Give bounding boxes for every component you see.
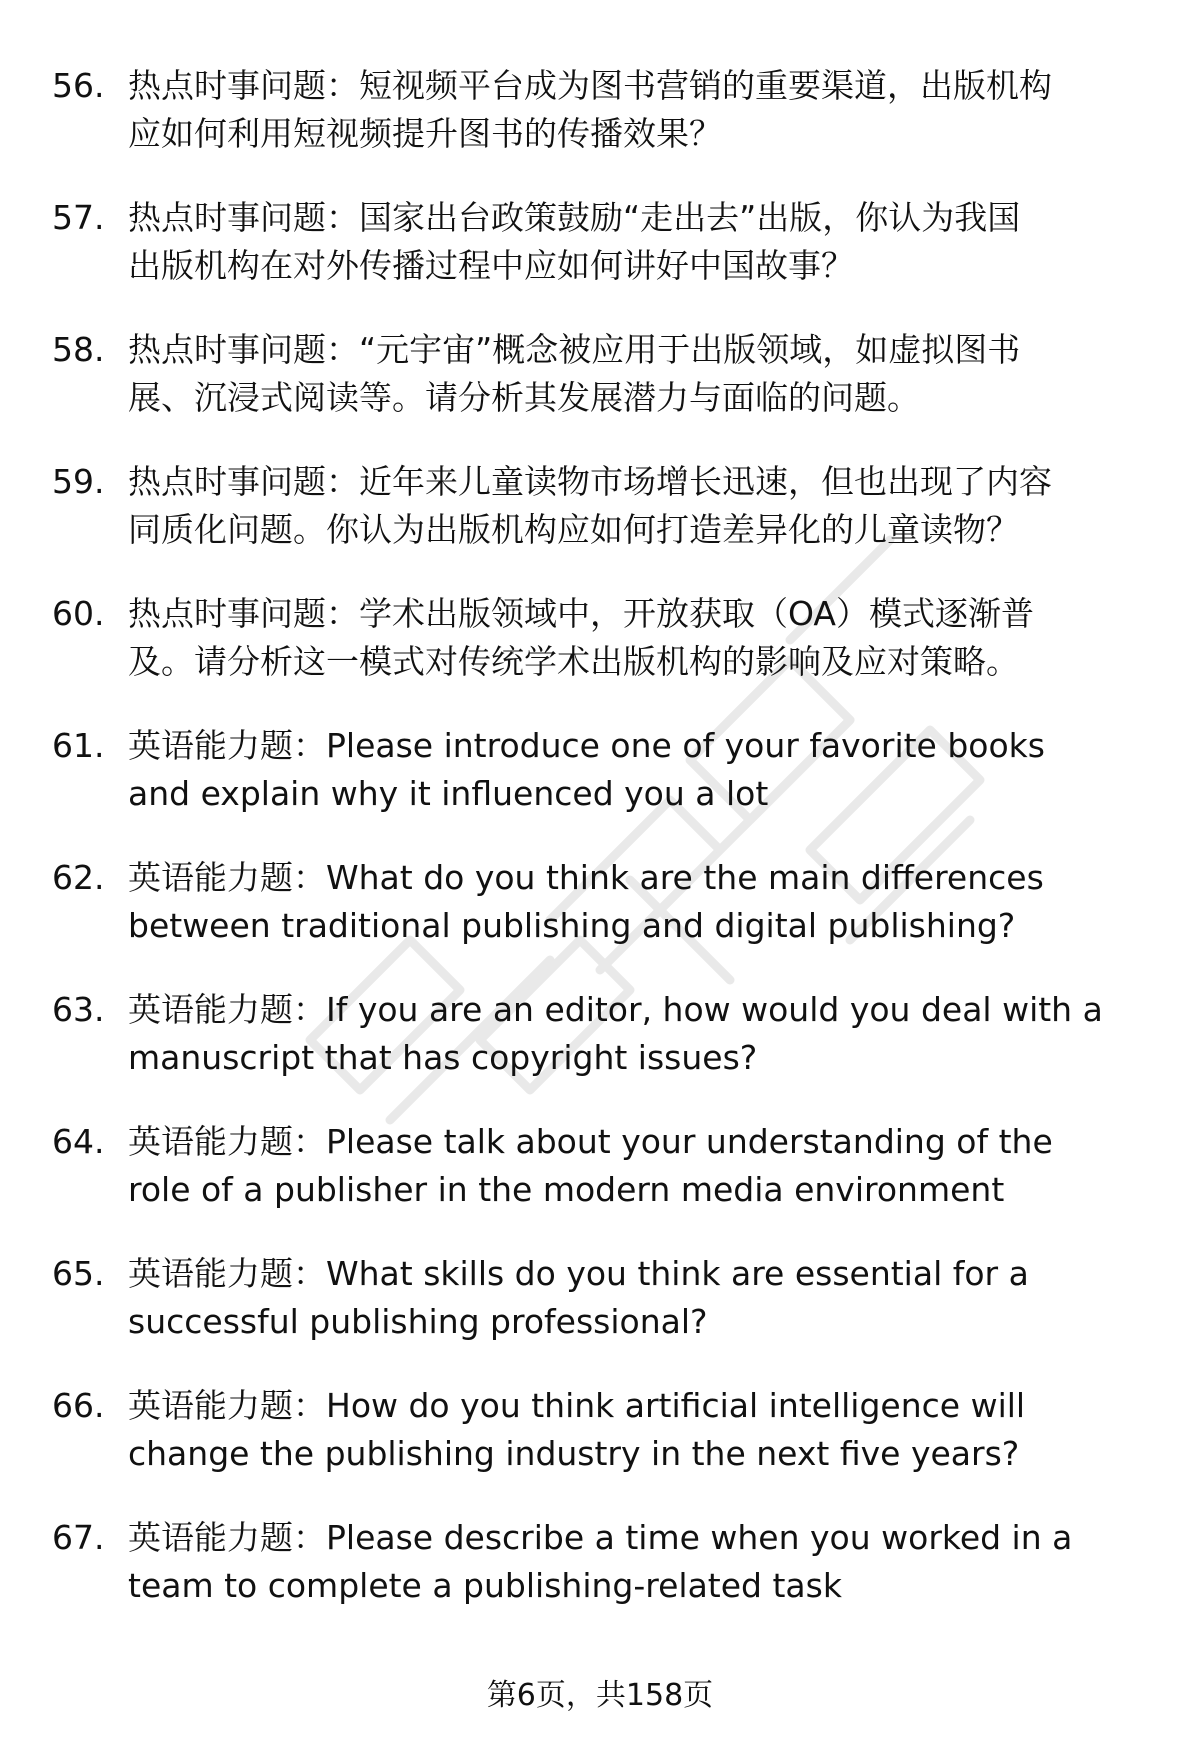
question-line: 同质化问题。你认为出版机构应如何打造差异化的儿童读物？ — [128, 510, 1019, 549]
question-line: 热点时事问题：短视频平台成为图书营销的重要渠道，出版机构 — [128, 66, 1052, 105]
question-item — [0, 194, 1200, 326]
question-line: 及。请分析这一模式对传统学术出版机构的影响及应对策略。 — [128, 642, 1019, 681]
question-text — [128, 854, 1158, 950]
question-line: 热点时事问题：“元宇宙”概念被应用于出版领域，如虚拟图书 — [128, 330, 1021, 369]
question-line: 热点时事问题：国家出台政策鼓励“走出去”出版，你认为我国 — [128, 198, 1021, 237]
question-line: team to complete a publishing-related task — [128, 1566, 842, 1605]
question-text — [128, 1382, 1158, 1478]
question-number: 67. — [52, 1518, 105, 1557]
question-text — [128, 1118, 1158, 1214]
question-number: 66. — [52, 1386, 105, 1425]
question-line: 热点时事问题：近年来儿童读物市场增长迅速，但也出现了内容 — [128, 462, 1052, 501]
question-text — [128, 722, 1158, 818]
question-item — [0, 458, 1200, 590]
question-number: 64. — [52, 1122, 105, 1161]
question-text — [128, 590, 1158, 686]
question-line: 应如何利用短视频提升图书的传播效果？ — [128, 114, 722, 153]
question-item — [0, 1118, 1200, 1250]
question-item — [0, 590, 1200, 722]
question-line: change the publishing industry in the next five years? — [128, 1434, 1020, 1473]
question-line: 英语能力题：What skills do you think are essential for a — [128, 1254, 1029, 1293]
question-line: manuscript that has copyright issues? — [128, 1038, 758, 1077]
question-text — [128, 1250, 1158, 1346]
question-item — [0, 1382, 1200, 1514]
question-item — [0, 1250, 1200, 1382]
question-number: 57. — [52, 198, 105, 237]
question-line: 英语能力题：Please introduce one of your favorite books — [128, 726, 1045, 765]
question-number: 62. — [52, 858, 105, 897]
question-line: role of a publisher in the modern media environment — [128, 1170, 1005, 1209]
question-text — [128, 458, 1158, 554]
question-line: 英语能力题：How do you think artificial intelligence will — [128, 1386, 1026, 1425]
question-text — [128, 986, 1158, 1082]
question-number: 59. — [52, 462, 105, 501]
question-line: between traditional publishing and digital publishing? — [128, 906, 1016, 945]
question-line: 英语能力题：What do you think are the main differences — [128, 858, 1044, 897]
question-line: 热点时事问题：学术出版领域中，开放获取（OA）模式逐渐普 — [128, 594, 1034, 633]
question-number: 63. — [52, 990, 105, 1029]
question-line: 出版机构在对外传播过程中应如何讲好中国故事？ — [128, 246, 854, 285]
question-number: 56. — [52, 66, 105, 105]
question-line: 英语能力题：If you are an editor, how would you deal with a — [128, 990, 1103, 1029]
question-text — [128, 326, 1158, 422]
question-item — [0, 62, 1200, 194]
question-line: successful publishing professional? — [128, 1302, 708, 1341]
question-line: 展、沉浸式阅读等。请分析其发展潜力与面临的问题。 — [128, 378, 920, 417]
question-number: 58. — [52, 330, 105, 369]
question-item — [0, 1514, 1200, 1646]
page-footer: 第6页，共158页 — [486, 1678, 714, 1713]
question-text — [128, 1514, 1158, 1610]
question-item — [0, 326, 1200, 458]
question-text — [128, 194, 1158, 290]
question-item — [0, 986, 1200, 1118]
question-number: 61. — [52, 726, 105, 765]
question-list — [0, 62, 1200, 1646]
question-line: 英语能力题：Please talk about your understanding of the — [128, 1122, 1053, 1161]
question-item — [0, 854, 1200, 986]
question-number: 65. — [52, 1254, 105, 1293]
question-text — [128, 62, 1158, 158]
question-line: and explain why it influenced you a lot — [128, 774, 769, 813]
question-number: 60. — [52, 594, 105, 633]
question-item — [0, 722, 1200, 854]
question-line: 英语能力题：Please describe a time when you worked in a — [128, 1518, 1073, 1557]
